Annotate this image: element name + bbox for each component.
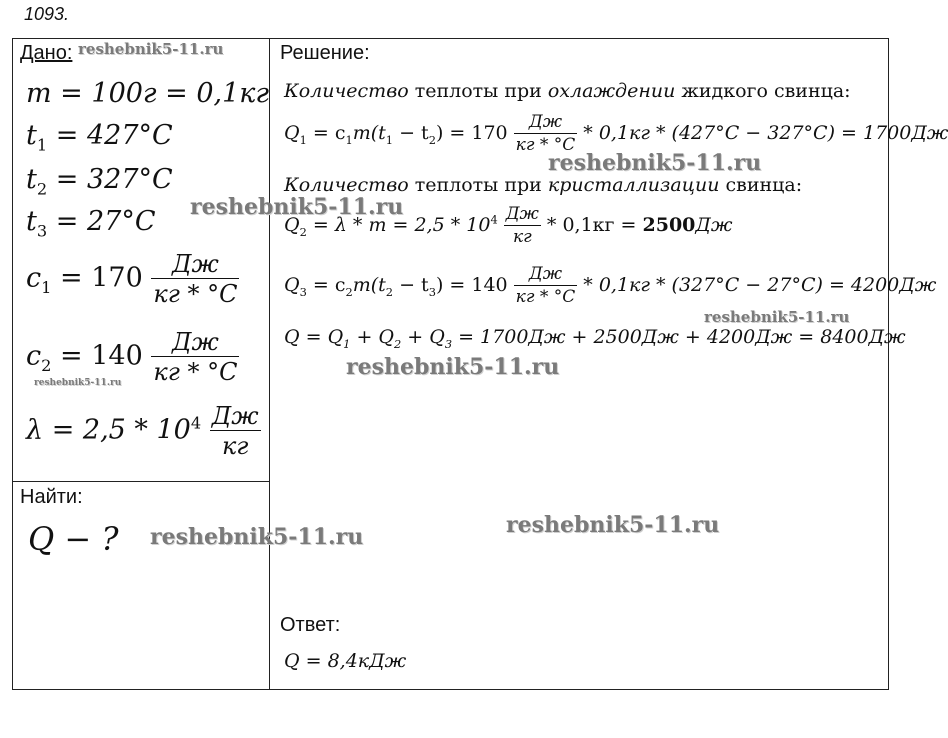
t1-index: 1: [36, 135, 48, 155]
answer-label: Ответ:: [280, 614, 341, 636]
t-symbol: t: [26, 206, 37, 237]
equation-q3: $Q_3 = c_2m(t_2 - t_3) = 140$ $\frac{Дж}{кг * ^\circ C}$ * 0,1кг * (327°C − 27°C) = 4200Дж: [284, 264, 937, 307]
watermark: reshebnik5-11.ru: [548, 150, 762, 176]
equation-q-total: $Q = Q_1 + Q_2 + Q_3 = 1700Дж + 2500Дж + 4200Дж = 8400Дж$: [284, 326, 906, 351]
watermark: reshebnik5-11.ru: [346, 354, 560, 380]
given-t3: [26, 206, 155, 240]
given-mass: m = 100г = 0,1кг: [26, 78, 270, 109]
given-lambda: [26, 404, 261, 458]
solution-header: Решение:: [280, 42, 370, 64]
find-quantity: Q − ?: [28, 520, 119, 558]
given-t2: [26, 164, 173, 198]
t3-value: = 27°C: [47, 206, 156, 237]
given-t1: [26, 120, 173, 154]
lambda-unit: $\frac{Дж}{кг}$: [211, 402, 259, 460]
c1-value: = 170: [51, 262, 143, 294]
solution-line2: Количество теплоты при кристаллизации свинца:: [284, 174, 803, 196]
table-border-bottom: [12, 689, 889, 690]
c2-index: 2: [41, 355, 52, 375]
table-border-left: [12, 38, 13, 690]
q1-unit: $\frac{Дж}{кг * ^\circ C}$: [515, 112, 576, 155]
column-divider: [269, 38, 270, 690]
q3-unit: $\frac{Дж}{кг * ^\circ C}$: [515, 264, 576, 307]
problem-number: 1093.: [24, 4, 70, 24]
solution-line1: Количество теплоты при охлаждении жидкого свинца:: [284, 80, 851, 102]
c2-value: = 140: [51, 340, 143, 372]
given-c1: [26, 252, 239, 306]
t2-value: = 327°C: [47, 164, 173, 195]
lambda-exponent: 4: [190, 413, 202, 433]
given-find-divider: [12, 481, 270, 482]
q2-unit: $\frac{Дж}{кг}$: [505, 204, 539, 247]
t-symbol: t: [26, 120, 37, 151]
watermark: reshebnik5-11.ru: [704, 308, 850, 326]
equation-q1: $Q_1 = c_1m(t_1 - t_2) = 170$ $\frac{Дж}{кг * ^\circ C}$ * 0,1кг * (427°C − 327°C) = 1700Дж: [284, 112, 948, 155]
watermark: reshebnik5-11.ru: [34, 378, 122, 388]
c1-unit: $\frac{Дж}{кг * ^\circ C}$: [153, 250, 238, 308]
t3-index: 3: [36, 221, 48, 241]
given-c2: [26, 330, 239, 384]
t-symbol: t: [26, 164, 37, 195]
given-header: Дано:: [20, 42, 73, 64]
t2-index: 2: [36, 179, 48, 199]
table-border-top: [12, 38, 889, 39]
c2-unit: $\frac{Дж}{кг * ^\circ C}$: [153, 328, 238, 386]
c-symbol: c: [26, 262, 42, 294]
c1-index: 1: [41, 277, 52, 297]
equation-q2: $Q_2 = \lambda * m = 2,5 * 10^4$ $\frac{Дж}{кг}$ * 0,1кг = 2500Дж: [284, 204, 733, 247]
c-symbol: c: [26, 340, 42, 372]
lambda-value: λ = 2,5 * 10: [26, 414, 191, 446]
find-header: Найти:: [20, 486, 83, 508]
t1-value: = 427°C: [47, 120, 173, 151]
watermark: reshebnik5-11.ru: [190, 194, 404, 220]
watermark: reshebnik5-11.ru: [150, 524, 364, 550]
watermark: reshebnik5-11.ru: [78, 40, 224, 58]
answer-value: Q = 8,4кДж: [284, 650, 407, 672]
watermark: reshebnik5-11.ru: [506, 512, 720, 538]
